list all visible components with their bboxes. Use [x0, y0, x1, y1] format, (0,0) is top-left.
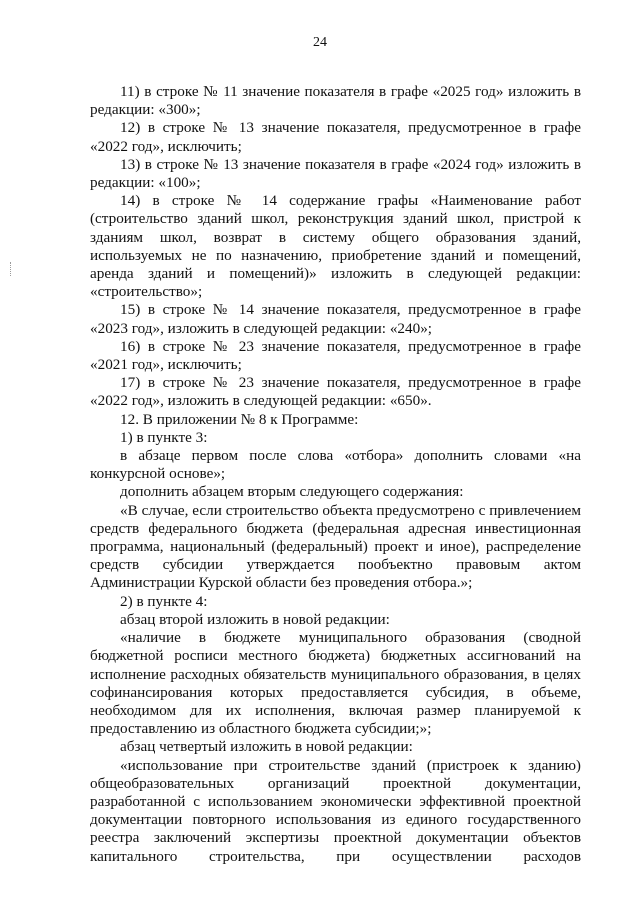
- paragraph-item-14: 14) в строке № 14 содержание графы «Наименование работ (строительство зданий школ, реконструкция зданий школ, пристрой к зданиям школ, возврат в систему общего образования зданий, используемых не по назначению, приобретение зданий и помещений, аренда зданий и помещений)» изложить в следующей редакции: «строительство»;: [90, 192, 581, 301]
- paragraph-item-16: 16) в строке № 23 значение показателя, предусмотренное в графе «2021 год», исключить;: [90, 337, 581, 374]
- paragraph-quote-design: «использование при строительстве зданий (пристроек к зданию) общеобразовательных организаций проектной документации, разработанной с использованием экономически эффективной проектной документации повторного использования из единого государственного реестра заключений экспертизы проектной документации объектов капитального строительства, при осуществлении расходов: [90, 756, 581, 865]
- page-number: 24: [313, 35, 327, 50]
- paragraph-add-second: дополнить абзацем вторым следующего содержания:: [120, 483, 464, 501]
- paragraph-quote-federal: «В случае, если строительство объекта предусмотрено с привлечением средств федерального бюджета (федеральная адресная инвестиционная программа, национальный (федеральный) проект и иное), распределение средств субсидии утверждается пообъектно правовым актом Администрации Курской области без проведения отбора.»;: [90, 501, 581, 592]
- paragraph-item-12: 12) в строке № 13 значение показателя, предусмотренное в графе «2022 год», исключить;: [90, 119, 581, 155]
- paragraph-amend-first: в абзаце первом после слова «отбора» дополнить словами «на конкурсной основе»;: [90, 447, 581, 483]
- paragraph-item-15: 15) в строке № 14 значение показателя, предусмотренное в графе «2023 год», изложить в следующей редакции: «240»;: [90, 301, 581, 337]
- document-body: [90, 83, 581, 866]
- margin-mark: [10, 262, 12, 276]
- section-heading-12: 12. В приложении № 8 к Программе:: [120, 410, 359, 428]
- paragraph-second-new: абзац второй изложить в новой редакции:: [120, 610, 390, 628]
- paragraph-item-11: 11) в строке № 11 значение показателя в графе «2025 год» изложить в редакции: «300»;: [90, 83, 581, 119]
- paragraph-quote-budget: «наличие в бюджете муниципального образования (сводной бюджетной росписи местного бюджета) бюджетных ассигнований на исполнение расходных обязательств муниципального образования, в целях софинансирования которых предоставляется субсидия, в объеме, необходимом для их исполнения, включая размер планируемой к предоставлению из областного бюджета субсидии;»;: [90, 629, 581, 738]
- paragraph-item-17: 17) в строке № 23 значение показателя, предусмотренное в графе «2022 год», изложить в следующей редакции: «650».: [90, 374, 581, 410]
- paragraph-fourth-new: абзац четвертый изложить в новой редакции:: [120, 738, 413, 756]
- subsection-point-3: 1) в пункте 3:: [120, 428, 208, 446]
- subsection-point-4: 2) в пункте 4:: [120, 592, 208, 610]
- paragraph-item-13: 13) в строке № 13 значение показателя в графе «2024 год» изложить в редакции: «100»;: [90, 155, 581, 192]
